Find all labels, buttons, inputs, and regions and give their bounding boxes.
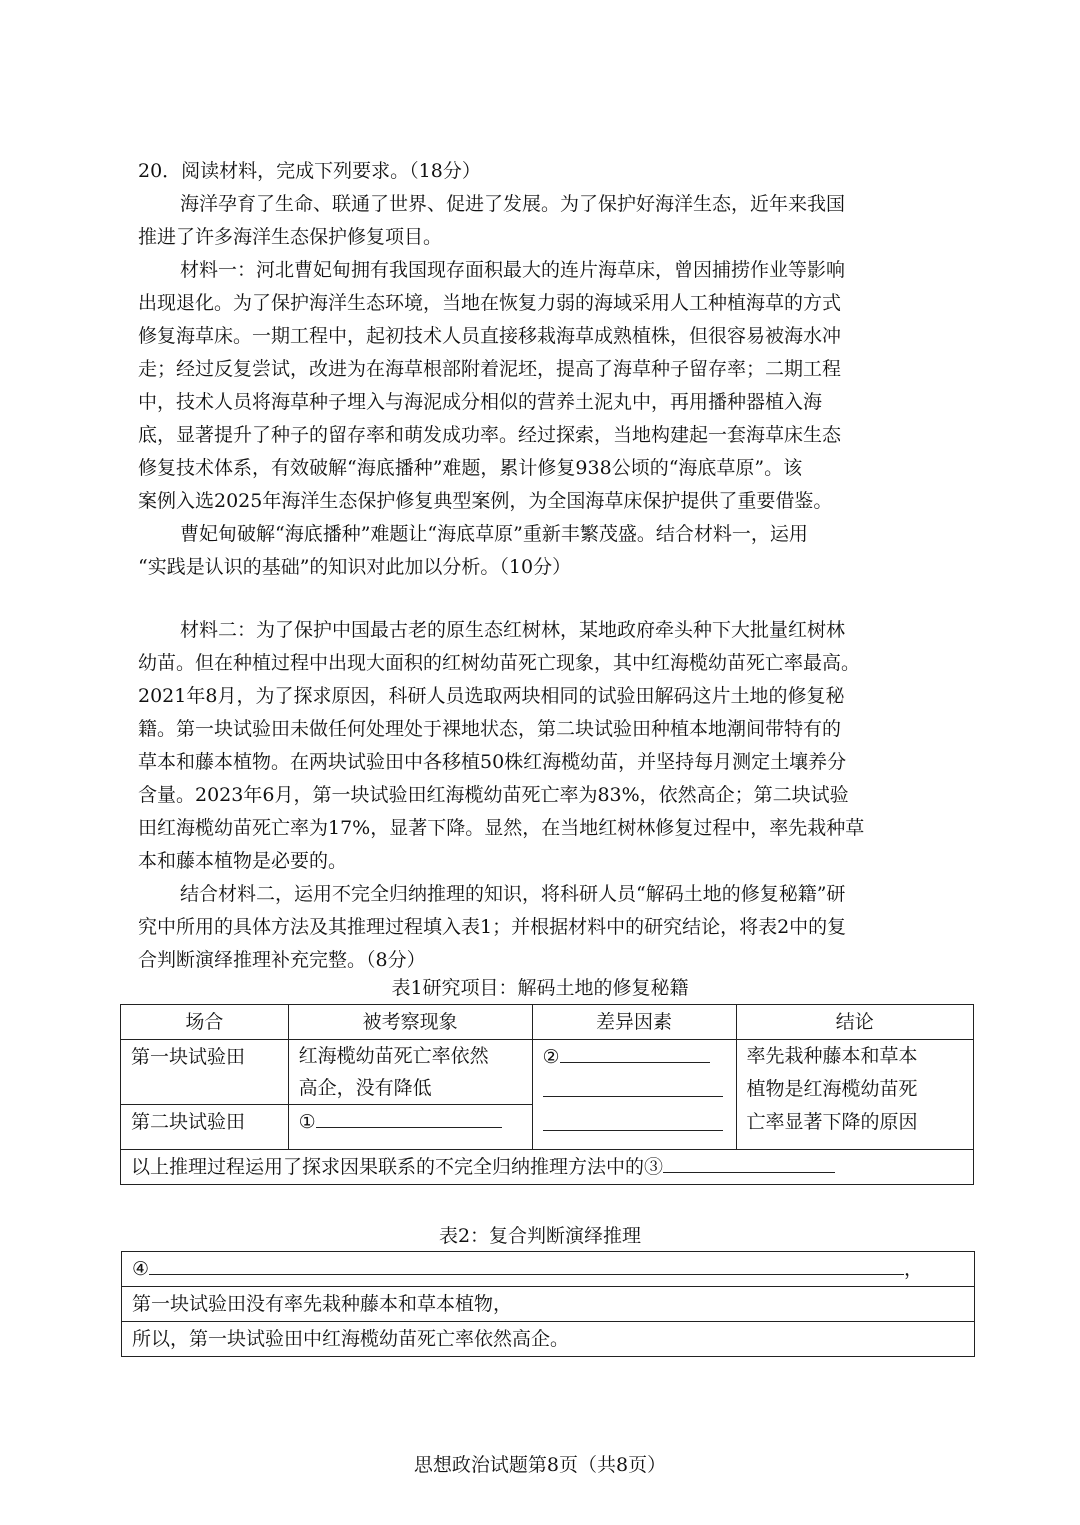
material1-line: 底，显著提升了种子的留存率和萌发成功率。经过探索，当地构建起一套海草床生态 [138,424,842,446]
material1-line: 修复海草床。一期工程中，起初技术人员直接移栽海草成熟植株，但很容易被海水冲 [138,325,842,347]
answer-blank-2[interactable] [560,1042,710,1063]
material1-line: 材料一：河北曹妃甸拥有我国现存面积最大的连片海草床，曾因捕捞作业等影响 [180,259,846,281]
answer-blank-2b[interactable] [543,1076,723,1097]
blank-marker-4: ④ [132,1258,150,1280]
material2-line: 本和藤本植物是必要的。 [138,850,348,872]
table2 [121,1251,975,1357]
material2-line: 材料二：为了保护中国最古老的原生态红树林，某地政府牵头种下大批量红树林 [180,619,846,641]
table2-row: 第一块试验田没有率先栽种藤本和草本植物， [122,1287,975,1322]
task1-line: 曹妃甸破解“海底播种”难题让“海底草原”重新丰繁茂盛。结合材料一，运用 [180,523,808,545]
material2-line: 籍。第一块试验田未做任何处理处于裸地状态，第二块试验田种植本地潮间带特有的 [138,718,842,740]
table2-row: 所以，第一块试验田中红海榄幼苗死亡率依然高企。 [122,1322,975,1357]
blank-marker-1: ① [298,1111,316,1133]
task1-line: “实践是认识的基础”的知识对此加以分析。（10分） [138,556,572,578]
material1-line: 案例入选2025年海洋生态保护修复典型案例，为全国海草床保护提供了重要借鉴。 [138,490,833,512]
table1-caption: 表1研究项目：解码土地的修复秘籍 [391,977,689,999]
table1-phenomenon-blank [288,1105,532,1150]
material1-line: 走；经过反复尝试，改进为在海草根部附着泥坯，提高了海草种子留存率；二期工程 [138,358,842,380]
table1 [120,1004,974,1185]
task2-line: 合判断演绎推理补充完整。（8分） [138,949,426,971]
table1-header: 差异因素 [532,1005,736,1040]
page-footer: 思想政治试题第8页（共8页） [413,1454,667,1476]
table1-place: 第二块试验田 [121,1105,289,1150]
table1-place: 第一块试验田 [121,1040,289,1105]
material2-line: 幼苗。但在种植过程中出现大面积的红树幼苗死亡现象，其中红海榄幼苗死亡率最高。 [138,652,861,674]
task2-line: 结合材料二，运用不完全归纳推理的知识，将科研人员“解码土地的修复秘籍”研 [180,883,846,905]
material2-line: 含量。2023年6月，第一块试验田红海榄幼苗死亡率为83%，依然高企；第二块试验 [138,784,849,806]
material1-line: 中，技术人员将海草种子埋入与海泥成分相似的营养土泥丸中，再用播种器植入海 [138,391,823,413]
material1-line: 出现退化。为了保护海洋生态环境，当地在恢复力弱的海域采用人工种植海草的方式 [138,292,842,314]
table1-header: 结论 [736,1005,973,1040]
question-heading: 20．阅读材料，完成下列要求。（18分） [138,160,481,182]
material2-line: 草本和藤本植物。在两块试验田中各移植50株红海榄幼苗，并坚持每月测定土壤养分 [138,751,847,773]
task2-line: 究中所用的具体方法及其推理过程填入表1；并根据材料中的研究结论，将表2中的复 [138,916,847,938]
table2-caption: 表2：复合判断演绎推理 [438,1225,642,1247]
table1-difference-cell [532,1040,736,1150]
table1-header: 场合 [121,1005,289,1040]
intro-line: 海洋孕育了生命、联通了世界、促进了发展。为了保护好海洋生态，近年来我国 [180,193,846,215]
answer-blank-3[interactable] [663,1152,835,1173]
table2-row: ④ ， [122,1252,975,1287]
table1-footer: 以上推理过程运用了探求因果联系的不完全归纳推理方法中的③ [121,1150,974,1185]
answer-blank-1[interactable] [316,1107,502,1128]
table1-phenomenon: 红海榄幼苗死亡率依然 高企，没有降低 [288,1040,532,1105]
answer-blank-4[interactable] [149,1254,904,1275]
table1-header: 被考察现象 [288,1005,532,1040]
material1-line: 修复技术体系，有效破解“海底播种”难题，累计修复938公顷的“海底草原”。该 [138,457,803,479]
table1-conclusion: 率先栽种藤本和草本 植物是红海榄幼苗死 亡率显著下降的原因 [736,1040,973,1150]
intro-line: 推进了许多海洋生态保护修复项目。 [138,226,443,248]
blank-marker-2: ② [542,1046,560,1068]
answer-blank-2c[interactable] [543,1110,723,1131]
material2-line: 田红海榄幼苗死亡率为17%，显著下降。显然，在当地红树林修复过程中，率先栽种草 [138,817,865,839]
material2-line: 2021年8月，为了探求原因，科研人员选取两块相同的试验田解码这片土地的修复秘 [138,685,845,707]
